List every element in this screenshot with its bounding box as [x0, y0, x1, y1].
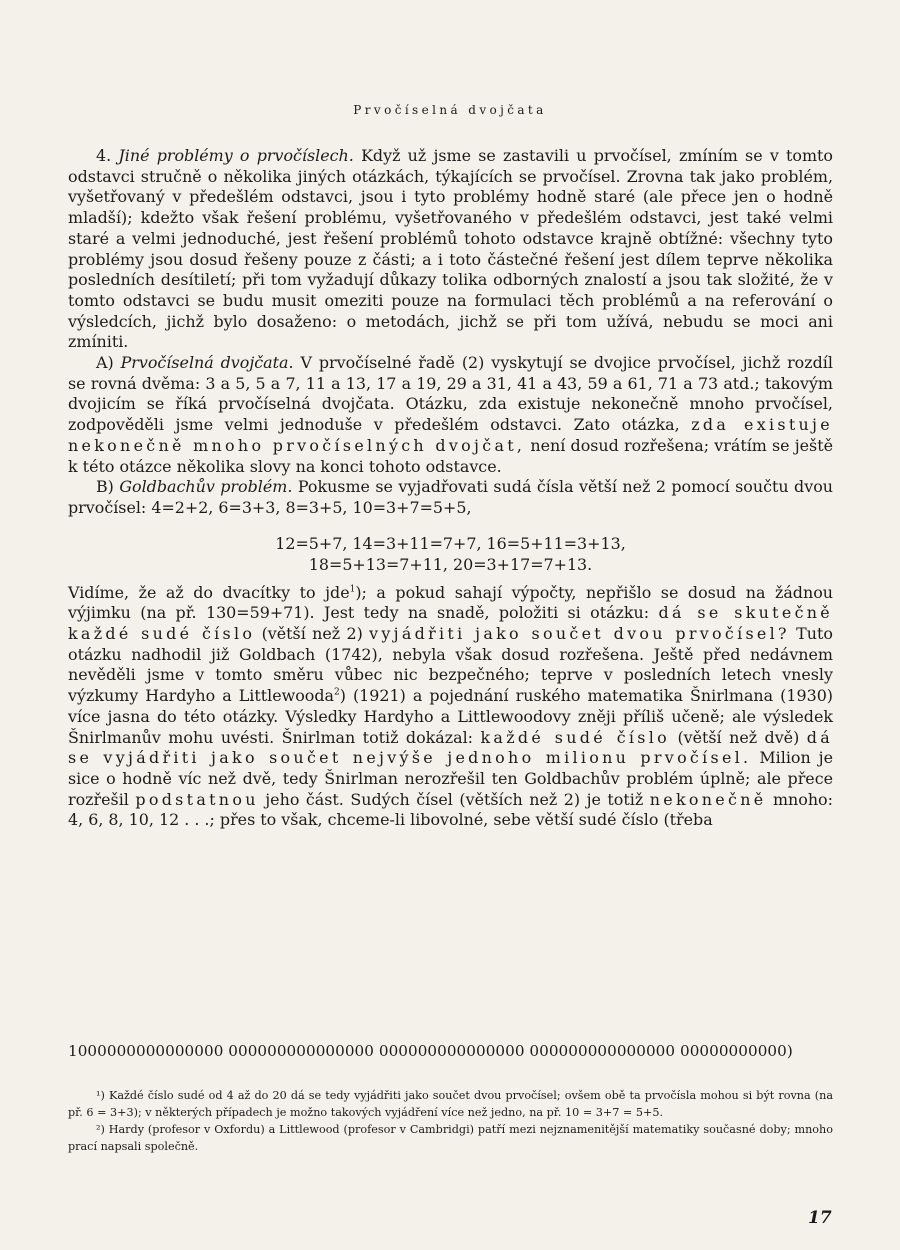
footnote-ref-2[interactable]: 2 [333, 687, 340, 698]
section-b-paragraph [68, 477, 833, 518]
section-4-text: Když už jsme se zastavili u prvočísel, zmíním se v tomto odstavci stručně o několika jiných otázkách, týkajících se prvočísel. Zrovna tak jako problém, vyšetřovaný v předešlém odstavci, jsou i tyto problémy hodně staré (ale přece jen o hodně mladší); kdežto však řešení problému, vyšetřovaného v předešlém odstavci, jest také velmi staré a velmi jednoduché, jest řešení problémů tohoto odstavce krajně obtížné: všechny tyto problémy jsou dosud řešeny pouze z části; a i toto částečné řešení jest dílem teprve několika posledních desítiletí; při tom vyžadují důkazy tolika odborných znalostí a jsou tak složité, že v tomto odstavci se budu musit omeziti pouze na formulaci těch problémů a na referování o výsledcích, jichž bylo dosaženo: o metodách, jichž se při tom užívá, nebudu se moci ani zmíniti. [68, 146, 833, 352]
para3-spaced-4: dá se vyjádřiti jako součet nejvýše jednoho milionu prvočísel. [68, 727, 833, 768]
section-a-text-2: není dosud rozřešena; vrátím se ještě k této otázce několika slovy na konci tohoto odstavce. [68, 435, 833, 476]
para3-spaced-3: každé sudé číslo [480, 727, 670, 747]
para3-text-4: Tuto otázku nadhodil již Goldbach (1742), nebyla však dosud rozřešena. Ještě před nedávnem nevěděli jsme v tomto směru vůbec nic bezpečného; teprve v posledních letech vnesly výzkumy Hardyho a Littlewooda [68, 624, 833, 706]
equation-block [68, 533, 833, 575]
page-number: 17 [808, 1208, 832, 1228]
equation-line-2: 18=5+13=7+11, 20=3+17=7+13. [308, 554, 593, 574]
body-text [68, 146, 833, 831]
para3-spaced-2: vyjádřiti jako součet dvou prvočísel? [369, 624, 790, 644]
para3-text-6: (větší než dvě) [677, 727, 800, 747]
para3-spaced-5: podstatnou [135, 789, 259, 809]
para3-text-1: Vidíme, že až do dvacítky to jde [68, 582, 350, 602]
para3-spaced-6: nekonečně [649, 789, 767, 809]
section-b-title: Goldbachův problém. [119, 477, 293, 497]
footnote-1: ¹) Každé číslo sudé od 4 až do 20 dá se tedy vyjádřiti jako součet dvou prvočísel; ovšem obě ta prvočísla mohou si být rovna (na př. 6 = 3+3); v některých případech je možno takových vyjádření více než jedno, na př. 10 = 3+7 = 5+5. [68, 1089, 833, 1119]
section-a-label: A) [96, 353, 114, 373]
section-4-title: Jiné problémy o prvočíslech. [118, 146, 354, 165]
para3-text-5: ) (1921) a pojednání ruského matematika Šnirlmana (1930) více jasna do této otázky. Výsledky Hardyho a Littlewoodovy zněji příliš učeně; ale výsledek Šnirlmanův mohu uvésti. Šnirlman totiž dokázal: [68, 686, 834, 747]
para3-text-7: Milion je sice o hodně víc než dvě, tedy Šnirlman nerozřešil ten Goldbachův problém úplně; ale přece rozřešil [68, 748, 833, 809]
section-b-text: Pokusme se vyjadřovati sudá čísla větší než 2 pomocí součtu dvou prvočísel: 4=2+2, 6=3+3, 8=3+5, 10=3+7=5+5, [68, 477, 834, 517]
footnote-2: ²) Hardy (profesor v Oxfordu) a Littlewood (profesor v Cambridgi) patří mezi nejznamenitější matematiky současné doby; mnoho prací napsali společně. [68, 1123, 833, 1153]
para3-text-9: mnoho: 4, 6, 8, 10, 12 . . .; přes to však, chceme-li libovolné, sebe větší sudé číslo (třeba [68, 789, 833, 830]
running-head: Prvočíselná dvojčata [353, 103, 547, 117]
section-a-text-1: V prvočíselné řadě (2) vyskytují se dvojice prvočísel, jichž rozdíl se rovná dvěma: 3 a 5, 5 a 7, 11 a 13, 17 a 19, 29 a 31, 41 a 43, 59 a 61, 71 a 73 atd.; takovým dvojicím se říká prvočíselná dvojčata. Otázku, zda existuje nekonečně mnoho prvočísel, zodpověděli jsme velmi jednoduše v předešlém odstavci. Zato otázka, [68, 353, 833, 435]
footnotes [68, 1087, 833, 1155]
para3-text-8: jeho část. Sudých čísel (větších než 2) je totiž [265, 789, 644, 809]
equation-line-1: 12=5+7, 14=3+11=7+7, 16=5+11=3+13, [275, 533, 626, 553]
para3-spaced-1: dá se skutečně každé sudé číslo [68, 603, 834, 644]
section-4-number: 4. [96, 146, 112, 165]
goldbach-paragraph [68, 583, 833, 831]
para3-text-3: (větší než 2) [261, 624, 363, 644]
section-b-label: B) [96, 477, 114, 497]
section-a-spaced-text: zda existuje nekonečně mnoho prvočíselných dvojčat, [68, 415, 833, 455]
section-a-paragraph [68, 353, 833, 477]
large-number-line: 1000000000000000 000000000000000 000000000000000 000000000000000 00000000000) [68, 1042, 793, 1060]
footnote-ref-1[interactable]: 1 [349, 584, 356, 595]
section-a-title: Prvočíselná dvojčata. [120, 353, 294, 373]
para3-text-2: ); a pokud sahají výpočty, nepřišlo se dosud na žádnou výjimku (na př. 130=59+71). Jest tedy na snadě, položiti si otázku: [68, 582, 833, 623]
section-4-paragraph [68, 146, 833, 353]
